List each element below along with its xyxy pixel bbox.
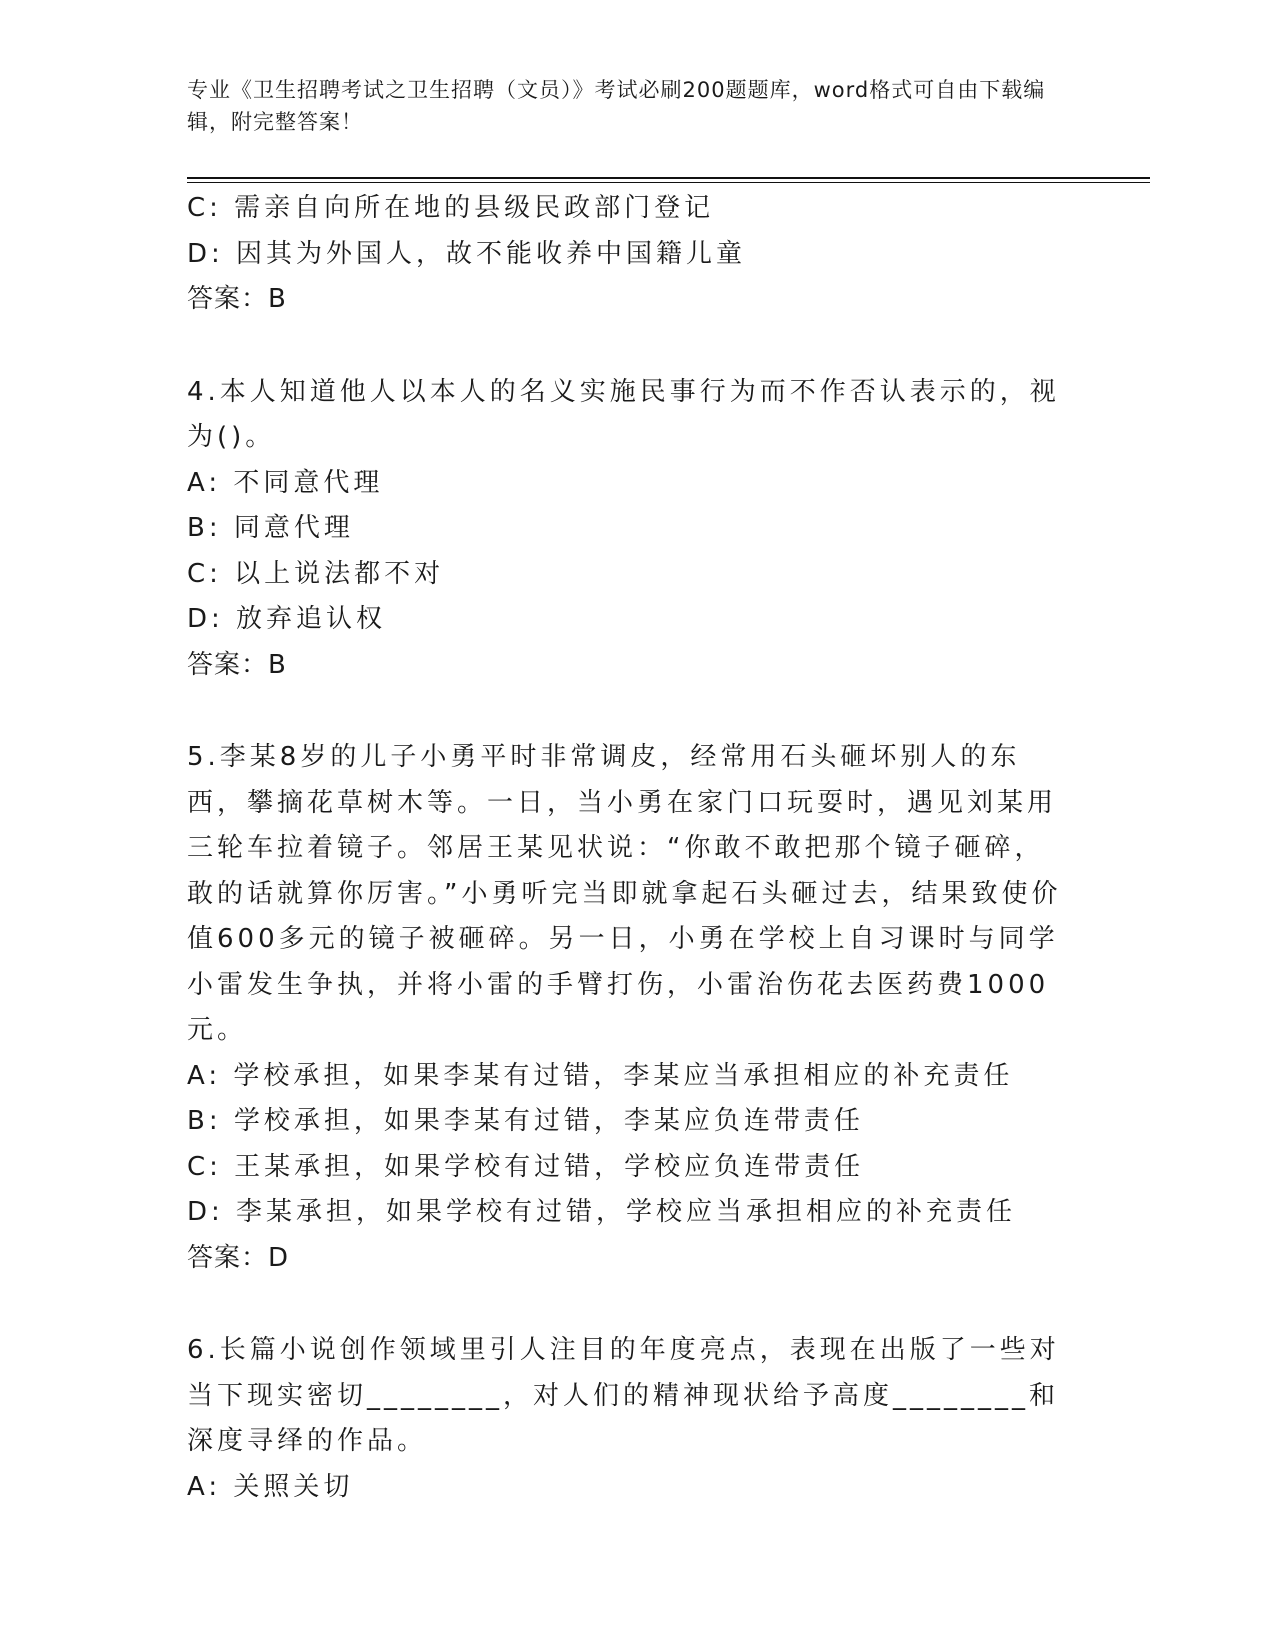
question-5 xyxy=(187,735,1067,1281)
question-6 xyxy=(187,1328,1067,1510)
spacer xyxy=(187,323,1067,370)
option-a: A: 关照关切 xyxy=(187,1471,354,1502)
option-a: A: 不同意代理 xyxy=(187,467,384,498)
option-a: A: 学校承担，如果李某有过错，李某应当承担相应的补充责任 xyxy=(187,1060,1014,1091)
option-d: D: 放弃追认权 xyxy=(187,604,387,634)
option-d: D: 因其为外国人，故不能收养中国籍儿童 xyxy=(187,238,747,269)
question-content xyxy=(187,186,1067,1510)
question-text: 4.本人知道他人以本人的名义实施民事行为而不作否认表示的，视为()。 xyxy=(187,376,1060,452)
option-c: C: 王某承担，如果学校有过错，学校应负连带责任 xyxy=(187,1151,865,1182)
option-c: C: 需亲自向所在地的县级民政部门登记 xyxy=(187,193,715,223)
option-b: B: 学校承担，如果李某有过错，李某应负连带责任 xyxy=(187,1106,864,1136)
option-b: B: 同意代理 xyxy=(187,513,354,543)
answer-line: 答案：B xyxy=(187,284,287,314)
question-3-tail xyxy=(187,186,1067,323)
question-4 xyxy=(187,370,1067,689)
answer-line: 答案：B xyxy=(187,649,287,680)
option-d: D: 李某承担，如果学校有过错，学校应当承担相应的补充责任 xyxy=(187,1197,1017,1227)
answer-line: 答案：D xyxy=(187,1242,290,1273)
spacer xyxy=(187,688,1067,735)
header-rule-thick xyxy=(187,177,1150,179)
question-text: 6.长篇小说创作领域里引人注目的年度亮点，表现在出版了一些对当下现实密切________，对人们的精神现状给予高度________和深度寻绎的作品。 xyxy=(187,1335,1060,1456)
question-text: 5.李某8岁的儿子小勇平时非常调皮，经常用石头砸坏别人的东西，攀摘花草树木等。一日，当小勇在家门口玩耍时，遇见刘某用三轮车拉着镜子。邻居王某见状说：“你敢不敢把那个镜子砸碎，敢的话就算你厉害。”小勇听完当即就拿起石头砸过去，结果致使价值600多元的镜子被砸碎。另一日，小勇在学校上自习课时与同学小雷发生争执，并将小雷的手臂打伤，小雷治伤花去医药费1000元。 xyxy=(187,742,1062,1045)
header-rule-thin xyxy=(187,182,1150,183)
page-header: 专业《卫生招聘考试之卫生招聘（文员）》考试必刷200题题库，word格式可自由下载编辑，附完整答案！ xyxy=(187,78,1046,134)
option-c: C: 以上说法都不对 xyxy=(187,558,445,589)
spacer xyxy=(187,1281,1067,1328)
